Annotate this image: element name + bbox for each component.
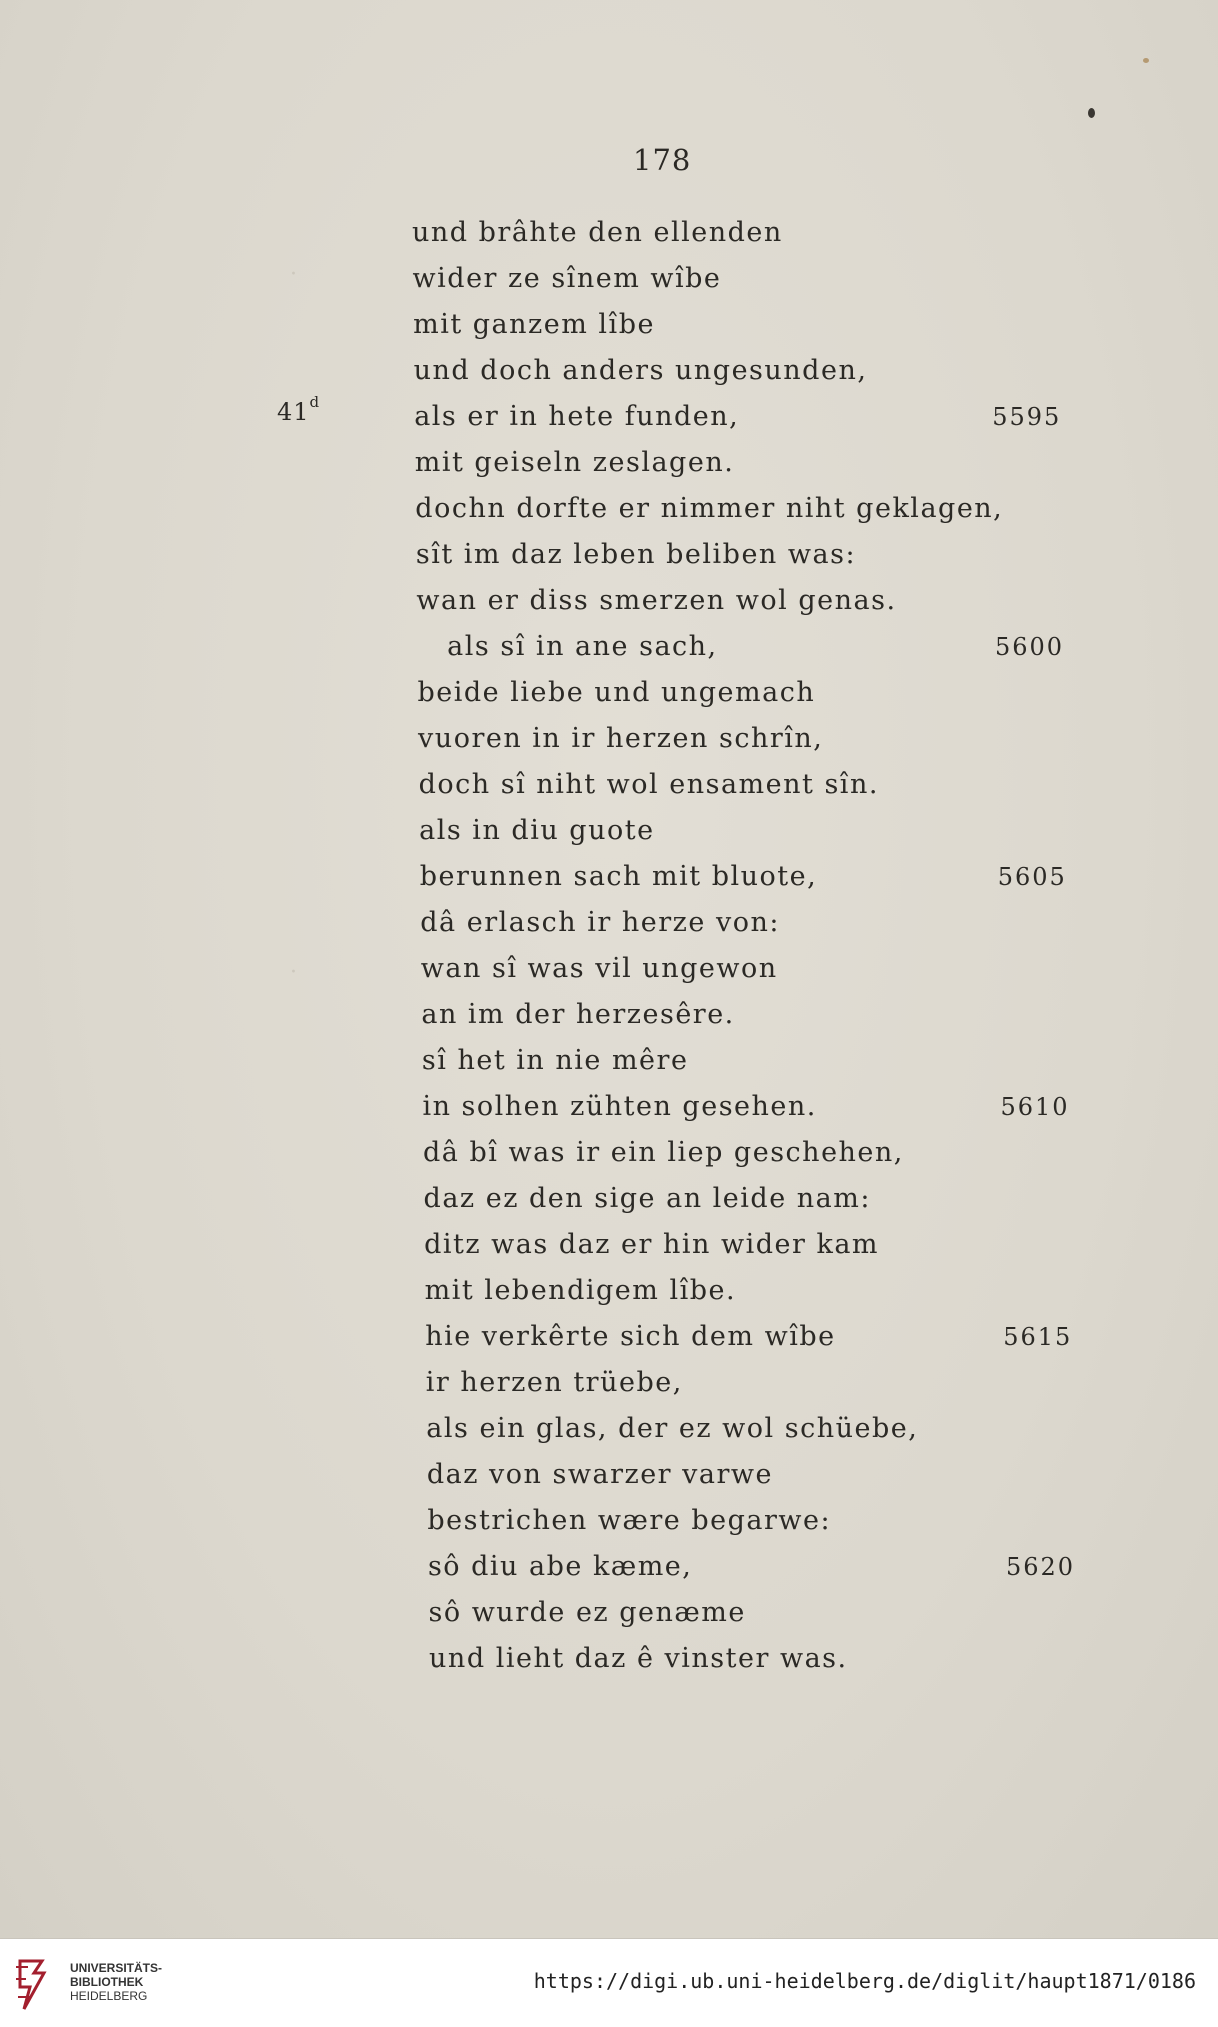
verse-line [426, 1360, 1014, 1406]
verse-line-text: und lieht daz ê vinster was. [429, 1643, 848, 1674]
verse-line-text: hie verkêrte sich dem wîbe [425, 1321, 836, 1352]
verse-line [425, 1314, 1073, 1360]
verse-line [429, 1636, 1017, 1682]
verse-line-text: daz von swarzer varwe [426, 1459, 774, 1490]
bleed-through-mark: · [290, 262, 299, 287]
verse-line-text: an im der herzesêre. [421, 999, 735, 1030]
verse-line-text: als sî in ane sach, [416, 631, 718, 662]
verse-line-text: dochn dorfte er nimmer niht geklagen, [415, 493, 1004, 524]
verse-line-text: wider ze sînem wîbe [412, 263, 722, 294]
verse-line [416, 532, 1004, 578]
viewer-footer [0, 1938, 1218, 2027]
verse-line-text: mit ganzem lîbe [413, 309, 655, 340]
verse-line-text: in solhen zühten gesehen. [422, 1091, 817, 1122]
verse-line-text: beide liebe und ungemach [417, 677, 816, 708]
verse-line-text: dâ erlasch ir herze von: [420, 907, 780, 938]
verse-line [425, 1268, 1013, 1314]
verse-line [424, 1176, 1012, 1222]
verse-line-text: sô wurde ez genæme [428, 1597, 746, 1628]
verse-line [415, 440, 1003, 486]
verse-line-text: und doch anders ungesunden, [413, 355, 868, 386]
verse-line [423, 1130, 1011, 1176]
verse-line [412, 210, 1000, 256]
line-number: 5605 [997, 863, 1067, 891]
verse-line-text: wan sî was vil ungewon [420, 953, 778, 984]
verse-line-text: mit geiseln zeslagen. [414, 447, 735, 478]
library-name [70, 1961, 162, 2003]
verse-line [418, 716, 1006, 762]
line-number: 5595 [992, 403, 1062, 431]
library-name-line: BIBLIOTHEK [70, 1975, 144, 1989]
verse-line-text: sî het in nie mêre [421, 1045, 689, 1076]
page-number: 178 [633, 143, 692, 177]
ink-speck [1143, 58, 1149, 63]
verse-line-text: sô diu abe kæme, [427, 1551, 693, 1582]
verse-line [418, 670, 1006, 716]
verse-line-text: bestrichen wære begarwe: [427, 1505, 832, 1536]
verse-line-text: als ein glas, der ez wol schüebe, [426, 1413, 919, 1444]
verse-line [415, 486, 1003, 532]
verse-line-text: daz ez den sige an leide nam: [423, 1183, 871, 1214]
verse-line [421, 992, 1009, 1038]
university-library-logo[interactable] [14, 1957, 54, 2013]
verse-line-text: sît im daz leben beliben was: [415, 539, 857, 570]
folio-marker-superscript: d [309, 393, 321, 411]
folio-marker-number: 41 [277, 398, 310, 426]
verse-line [427, 1452, 1015, 1498]
line-number: 5620 [1005, 1553, 1076, 1581]
verse-line [424, 1222, 1012, 1268]
verse-line [413, 256, 1001, 302]
line-number: 5600 [994, 633, 1065, 661]
library-name-line: UNIVERSITÄTS- [70, 1961, 163, 1975]
verse-line [413, 302, 1001, 348]
line-number: 5610 [1000, 1093, 1070, 1121]
verse-line [419, 808, 1007, 854]
permalink-url[interactable]: https://digi.ub.uni-heidelberg.de/diglit/haupt1871/0186 [533, 1969, 1196, 1993]
verse-block [412, 210, 1076, 1682]
line-number: 5615 [1003, 1323, 1073, 1351]
ink-speck [1088, 108, 1095, 118]
verse-line-text: berunnen sach mit bluote, [419, 861, 818, 892]
verse-line-text: vuoren in ir herzen schrîn, [418, 723, 824, 754]
verse-line [422, 1084, 1070, 1130]
verse-line-text: ir herzen trüebe, [425, 1367, 683, 1398]
verse-line [427, 1498, 1015, 1544]
verse-line [416, 578, 1004, 624]
verse-line [419, 762, 1007, 808]
verse-line [427, 1544, 1076, 1590]
verse-line [421, 946, 1009, 992]
verse-line-text: wan er diss smerzen wol genas. [416, 585, 897, 616]
bleed-through-mark: · [290, 960, 299, 985]
verse-line-text: mit lebendigem lîbe. [424, 1275, 737, 1306]
verse-line [414, 348, 1002, 394]
verse-line [426, 1406, 1014, 1452]
verse-line [429, 1590, 1017, 1636]
verse-line-text: doch sî niht wol ensament sîn. [418, 769, 879, 800]
verse-line-text: dâ bî was ir ein liep geschehen, [423, 1137, 904, 1168]
verse-line-text: als er in hete funden, [414, 401, 740, 432]
verse-line-text: als in diu guote [419, 815, 655, 846]
verse-line [416, 624, 1065, 670]
verse-line [419, 854, 1067, 900]
folio-marker [277, 393, 321, 426]
verse-line-text: und brâhte den ellenden [412, 217, 783, 248]
verse-line-text: ditz was daz er hin wider kam [424, 1229, 880, 1260]
verse-line [420, 900, 1008, 946]
library-name-line: HEIDELBERG [70, 1989, 148, 2003]
verse-line [414, 394, 1062, 440]
verse-line [422, 1038, 1010, 1084]
